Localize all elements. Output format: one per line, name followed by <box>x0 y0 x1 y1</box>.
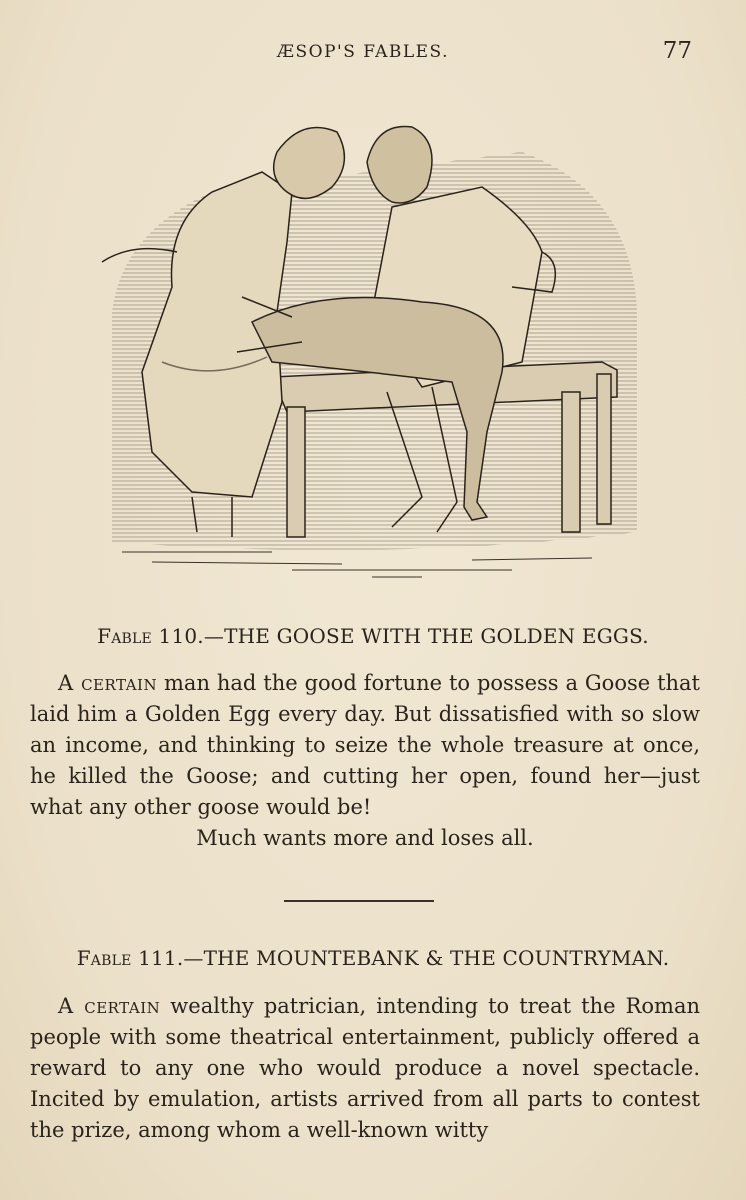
page-number: 77 <box>662 38 692 64</box>
fable-111-opening: A certain <box>58 994 161 1018</box>
fable-110-moral: Much wants more and loses all. <box>196 826 534 850</box>
engraving-illustration <box>92 112 652 587</box>
fable-110-label: Fable <box>97 624 152 648</box>
fable-111-number: 111. <box>138 946 184 970</box>
fable-111-heading <box>0 946 746 970</box>
running-head <box>0 38 746 68</box>
fable-110-body: man had the good fortune to possess a Goose that laid him a Golden Egg every day. But dissatisfied with so slow an income, and thinking to seize the whole treasure at once, he killed the Goose; and cutting her open, found her—just what any other goose would be! <box>30 671 700 819</box>
fable-111-label: Fable <box>76 946 132 970</box>
running-title: ÆSOP'S FABLES. <box>277 42 449 62</box>
section-divider <box>284 900 434 902</box>
fable-110-heading <box>0 624 746 648</box>
fable-110-title: —THE GOOSE WITH THE GOLDEN EGGS. <box>203 624 649 648</box>
fable-110-opening: A certain <box>58 671 158 695</box>
fable-110-text <box>30 668 700 823</box>
fable-110-number: 110. <box>158 624 204 648</box>
fable-111-text <box>30 991 700 1146</box>
fable-111-title: —THE MOUNTEBANK & THE COUNTRYMAN. <box>183 946 670 970</box>
fable-111-body: wealthy patrician, intending to treat the Roman people with some theatrical entertainment, publicly offered a reward to any one who would produce a novel spectacle. Incited by emulation, artists arrived from all parts to contest the prize, among whom a well-known witty <box>30 994 700 1142</box>
